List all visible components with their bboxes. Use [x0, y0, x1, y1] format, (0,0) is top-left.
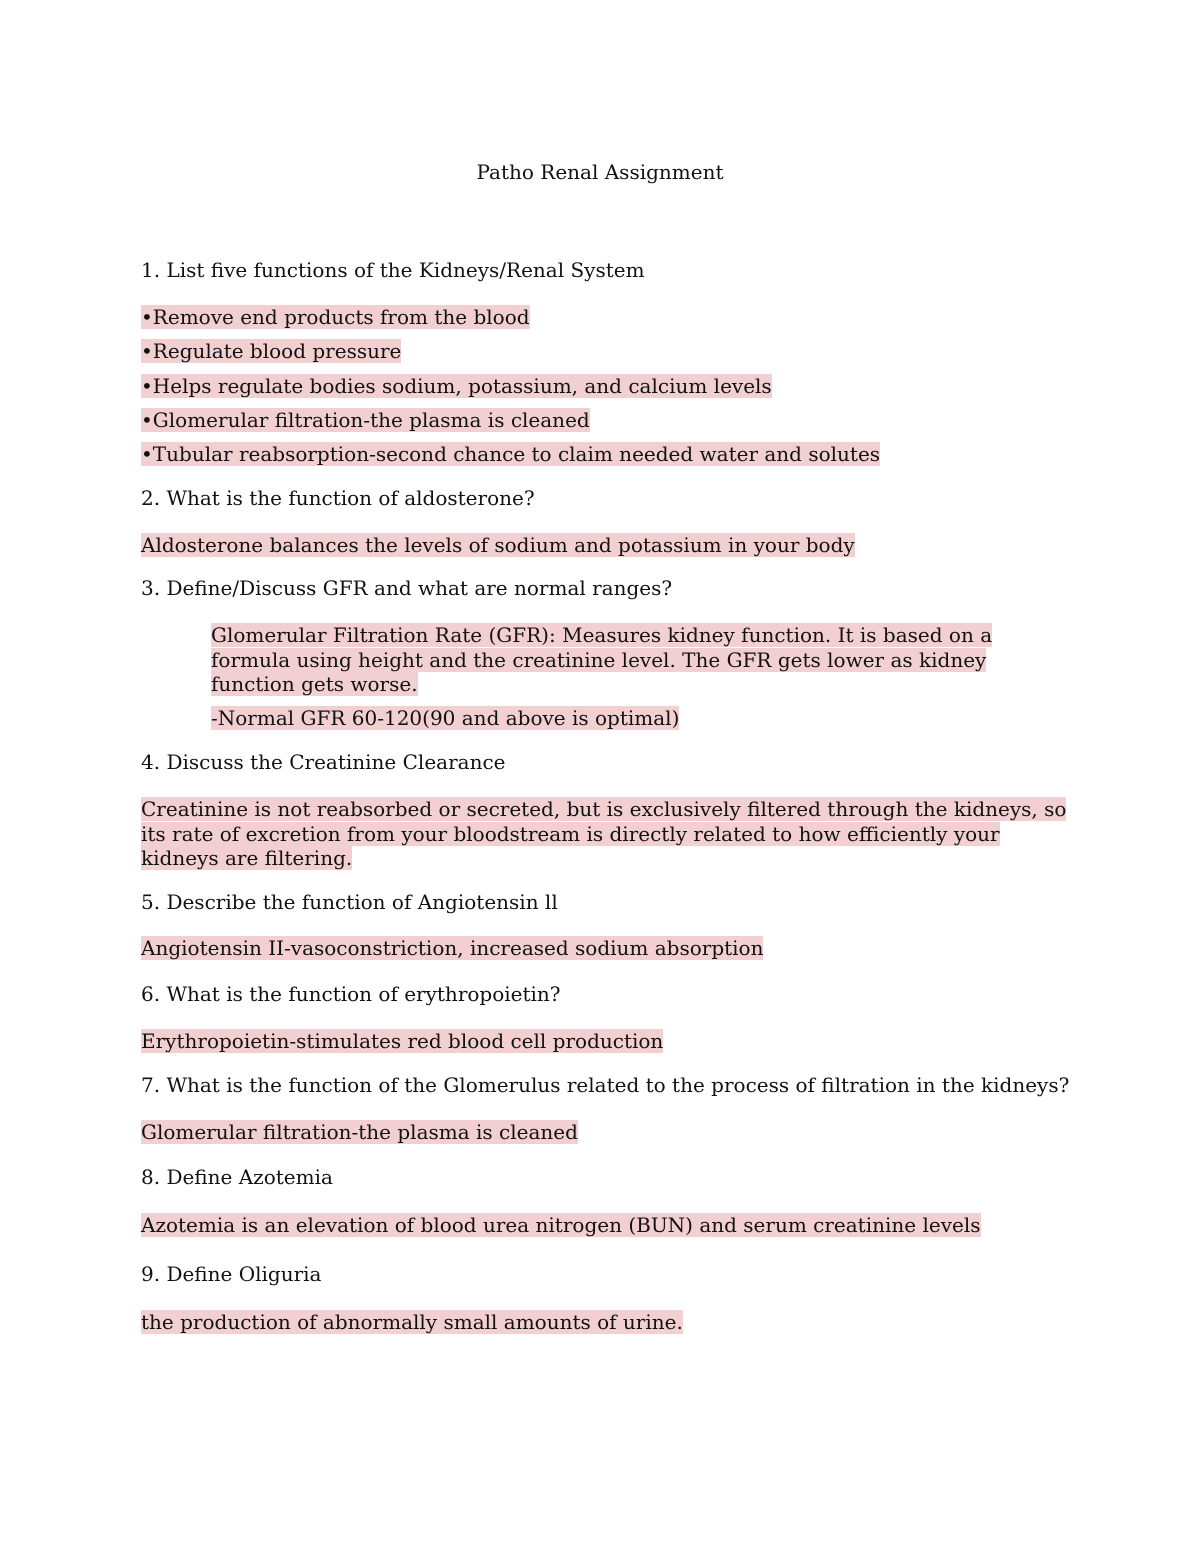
answer-1-item [141, 305, 530, 329]
question-5: 5. Describe the function of Angiotensin ll [141, 890, 558, 914]
question-6: 6. What is the function of erythropoietin? [141, 982, 561, 1006]
highlighted-answer: kidneys are filtering. [141, 846, 353, 870]
answer-3-normal [211, 706, 679, 730]
highlighted-answer: •Regulate blood pressure [141, 339, 402, 363]
question-8: 8. Define Azotemia [141, 1165, 333, 1189]
highlighted-answer: •Helps regulate bodies sodium, potassium, and calcium levels [141, 374, 772, 398]
answer-3-line [211, 672, 418, 696]
question-2: 2. What is the function of aldosterone? [141, 486, 535, 510]
answer-7 [141, 1120, 578, 1144]
highlighted-answer: Glomerular Filtration Rate (GFR): Measures kidney function. It is based on a [211, 623, 993, 647]
highlighted-answer: the production of abnormally small amounts of urine. [141, 1310, 683, 1334]
highlighted-answer: Aldosterone balances the levels of sodium and potassium in your body [141, 533, 855, 557]
answer-3-line [211, 623, 992, 647]
answer-6 [141, 1029, 663, 1053]
answer-1-item [141, 408, 590, 432]
answer-8 [141, 1213, 981, 1237]
highlighted-answer: Creatinine is not reabsorbed or secreted, but is exclusively filtered through the kidneys, so [141, 797, 1067, 821]
answer-5 [141, 936, 763, 960]
question-9: 9. Define Oliguria [141, 1262, 322, 1286]
highlighted-answer: -Normal GFR 60-120(90 and above is optimal) [211, 706, 680, 730]
highlighted-answer: •Tubular reabsorption-second chance to claim needed water and solutes [141, 442, 881, 466]
highlighted-answer: Azotemia is an elevation of blood urea nitrogen (BUN) and serum creatinine levels [141, 1213, 981, 1237]
highlighted-answer: •Glomerular filtration-the plasma is cleaned [141, 408, 590, 432]
question-3: 3. Define/Discuss GFR and what are normal ranges? [141, 576, 673, 600]
document-title: Patho Renal Assignment [476, 160, 724, 184]
highlighted-answer: its rate of excretion from your bloodstream is directly related to how efficiently your [141, 822, 1000, 846]
answer-2 [141, 533, 855, 557]
highlighted-answer: Angiotensin II-vasoconstriction, increased sodium absorption [141, 936, 764, 960]
answer-1-item [141, 442, 880, 466]
answer-4-line [141, 822, 1000, 846]
highlighted-answer: formula using height and the creatinine level. The GFR gets lower as kidney [211, 648, 987, 672]
question-7: 7. What is the function of the Glomerulus related to the process of filtration in the kidneys? [141, 1073, 1070, 1097]
question-4: 4. Discuss the Creatinine Clearance [141, 750, 506, 774]
highlighted-answer: •Remove end products from the blood [141, 305, 530, 329]
answer-9 [141, 1310, 683, 1334]
answer-1-item [141, 374, 772, 398]
answer-4-line [141, 846, 352, 870]
highlighted-answer: function gets worse. [211, 672, 418, 696]
answer-4-line [141, 797, 1066, 821]
highlighted-answer: Erythropoietin-stimulates red blood cell production [141, 1029, 664, 1053]
answer-1-item [141, 339, 401, 363]
answer-3-line [211, 648, 986, 672]
question-1: 1. List five functions of the Kidneys/Renal System [141, 258, 645, 282]
highlighted-answer: Glomerular filtration-the plasma is cleaned [141, 1120, 578, 1144]
